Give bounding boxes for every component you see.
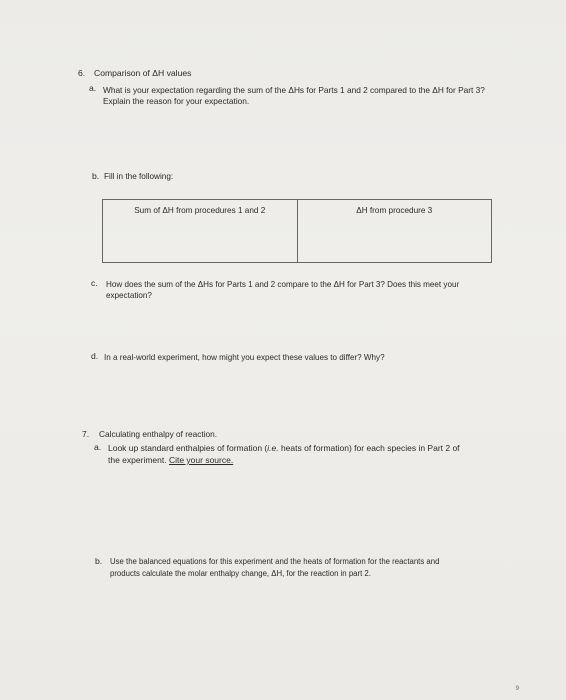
q7b-text-line2: products calculate the molar enthalpy change, ΔH, for the reaction in part 2.	[110, 569, 371, 578]
q6a-label: a.	[89, 83, 97, 93]
q6-title: Comparison of ΔH values	[94, 68, 192, 78]
delta-h-table	[102, 199, 492, 263]
q6c-text-line2: expectation?	[106, 291, 152, 300]
q7-title: Calculating enthalpy of reaction.	[99, 429, 218, 439]
q6c-text-line1: How does the sum of the ΔHs for Parts 1 and 2 compare to the ΔH for Part 3? Does this meet your	[106, 280, 460, 289]
q6a-text-line2: Explain the reason for your expectation.	[103, 96, 250, 106]
q7-number: 7.	[82, 429, 90, 439]
q7a-text-line1: Look up standard enthalpies of formation (i.e. heats of formation) for each species in Part 2 of	[108, 443, 460, 453]
q7b-label: b.	[95, 556, 103, 566]
q7a-text-line2: the experiment. Cite your source.	[108, 455, 234, 465]
table-header-proc3: ΔH from procedure 3	[356, 206, 433, 215]
table-cell-procedure-3[interactable]	[297, 200, 492, 263]
q6d-text: In a real-world experiment, how might you expect these values to differ? Why?	[104, 353, 385, 362]
table-cell-sum-procedures[interactable]	[103, 200, 298, 263]
q6a-text-line1: What is your expectation regarding the sum of the ΔHs for Parts 1 and 2 compared to the ΔH for Part 3?	[103, 85, 485, 95]
table-header-sum: Sum of ΔH from procedures 1 and 2	[134, 206, 266, 215]
q6-number: 6.	[78, 68, 86, 78]
q6b-label: b.	[92, 171, 100, 181]
page-number: 9	[515, 686, 519, 692]
q6d-label: d.	[91, 351, 99, 361]
q6c-label: c.	[91, 278, 98, 288]
q7a-label: a.	[94, 442, 102, 452]
cite-source-link[interactable]: Cite your source.	[168, 455, 234, 465]
q6b-text: Fill in the following:	[104, 172, 174, 181]
q7b-text-line1: Use the balanced equations for this experiment and the heats of formation for the reactants and	[110, 557, 440, 566]
